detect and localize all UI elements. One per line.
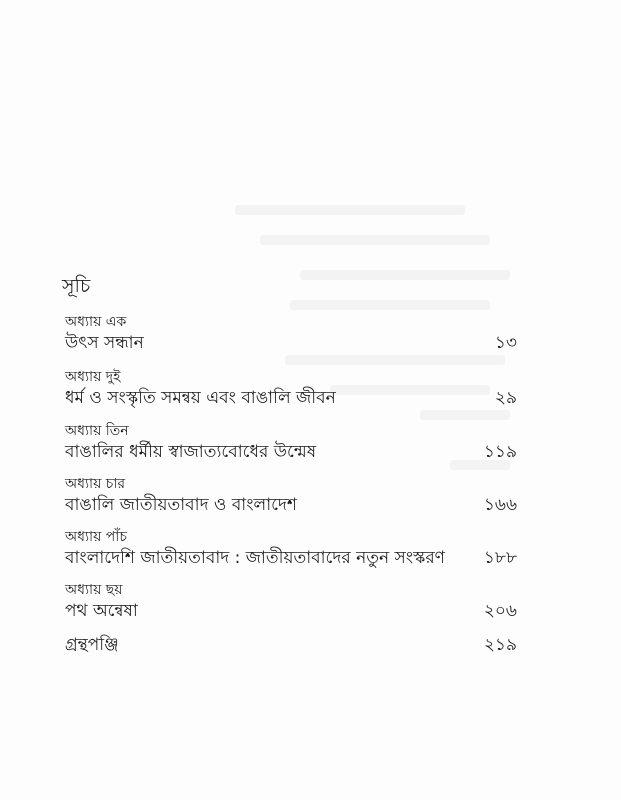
toc-entry[interactable] <box>65 385 517 411</box>
entry-page-number: ১৩ <box>494 333 517 353</box>
toc-entry[interactable] <box>65 330 517 356</box>
entry-title: বাঙালি জাতীয়তাবাদ ও বাংলাদেশ <box>65 495 297 515</box>
toc-heading: সূচি <box>62 275 91 297</box>
chapter-label: অধ্যায় দুই <box>65 369 121 385</box>
chapter-label: অধ্যায় তিন <box>65 423 129 439</box>
toc-entry[interactable] <box>65 545 517 571</box>
entry-title: গ্রন্থপঞ্জি <box>65 635 119 655</box>
bleed-through-mark <box>260 235 490 245</box>
entry-title: উৎস সন্ধান <box>65 333 144 353</box>
entry-title: ধর্ম ও সংস্কৃতি সমন্বয় এবং বাঙালি জীবন <box>65 388 336 408</box>
entry-title: পথ অন্বেষা <box>65 601 138 621</box>
toc-entry[interactable] <box>65 439 517 465</box>
entry-title: বাঙালির ধর্মীয় স্বাজাত্যবোধের উন্মেষ <box>65 442 317 462</box>
bleed-through-mark <box>300 270 510 280</box>
entry-page-number: ১৮৮ <box>483 548 517 568</box>
bleed-through-mark <box>235 205 465 215</box>
entry-page-number: ২৯ <box>494 388 517 408</box>
entry-page-number: ১৬৬ <box>483 495 517 515</box>
bleed-through-mark <box>285 355 505 365</box>
chapter-label: অধ্যায় পাঁচ <box>65 529 127 545</box>
entry-page-number: ১১৯ <box>483 442 517 462</box>
bleed-through-mark <box>290 300 490 310</box>
entry-page-number: ২১৯ <box>483 635 517 655</box>
entry-page-number: ২০৬ <box>483 601 517 621</box>
chapter-label: অধ্যায় এক <box>65 314 127 330</box>
toc-entry[interactable] <box>65 598 517 624</box>
toc-entry[interactable] <box>65 492 517 518</box>
entry-title: বাংলাদেশি জাতীয়তাবাদ : জাতীয়তাবাদের নতুন সংস্করণ <box>65 548 445 568</box>
chapter-label: অধ্যায় চার <box>65 476 126 492</box>
chapter-label: অধ্যায় ছয় <box>65 582 123 598</box>
toc-entry[interactable] <box>65 632 517 658</box>
